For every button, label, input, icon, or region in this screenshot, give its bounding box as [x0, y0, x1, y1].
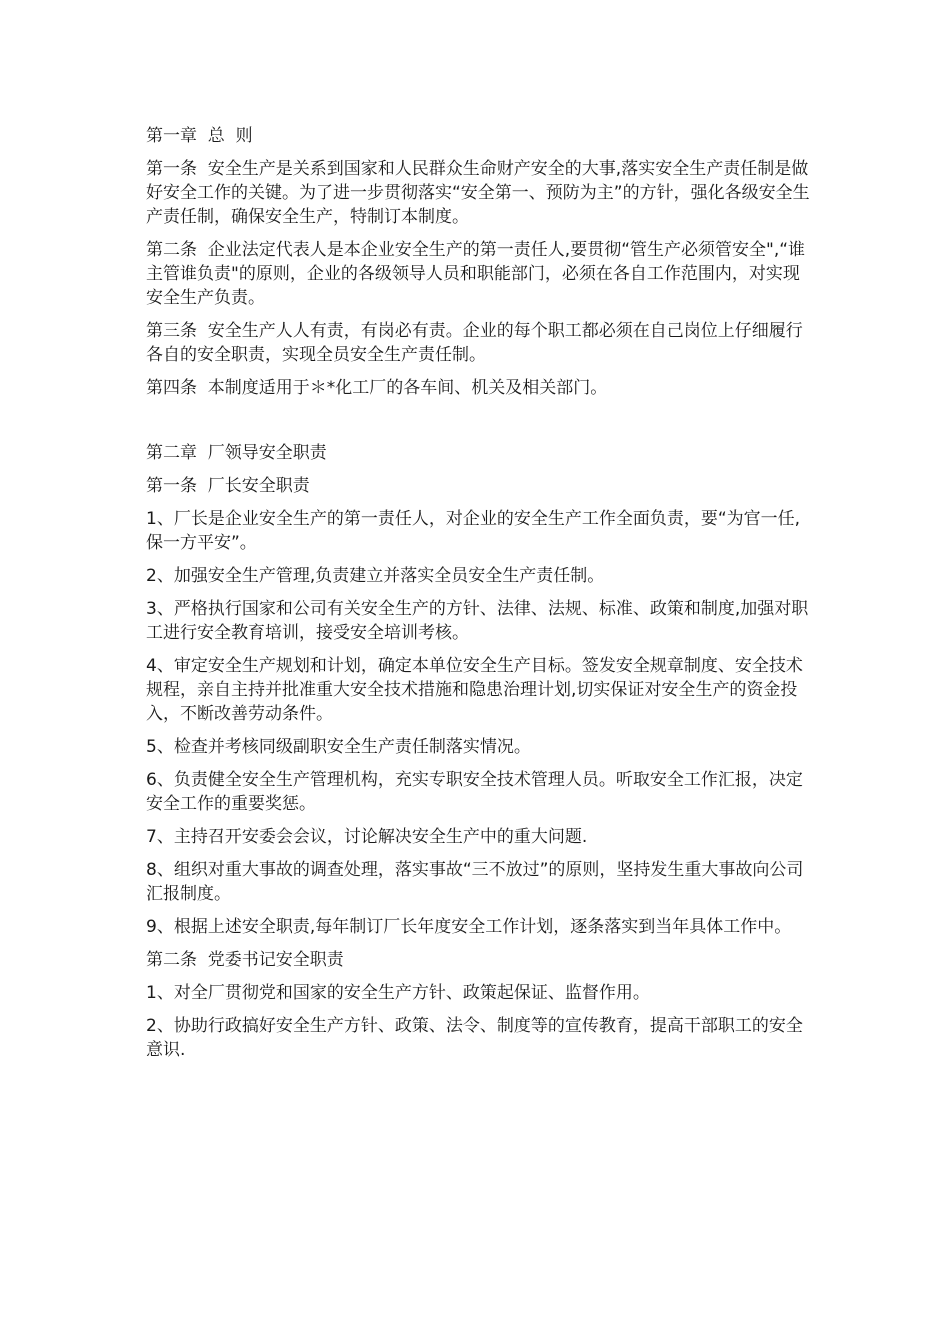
- chapter-2-section-2-title: 第二条 党委书记安全职责: [146, 950, 344, 970]
- list-item: 1、厂长是企业安全生产的第一责任人，对企业的安全生产工作全面负责，要“为官一任,保一方平安”。: [146, 509, 801, 553]
- chapter-1-title: 第一章 总 则: [146, 126, 253, 146]
- chapter-1-article-2: 第二条 企业法定代表人是本企业安全生产的第一责任人,要贯彻“管生产必须管安全",“谁主管谁负责"的原则，企业的各级领导人员和职能部门，必须在各自工作范围内，对实现安全生产负责。: [146, 240, 806, 308]
- list-item: 2、加强安全生产管理,负责建立并落实全员安全生产责任制。: [146, 566, 605, 586]
- list-item: 4、审定安全生产规划和计划，确定本单位安全生产目标。签发安全规章制度、安全技术规程，亲自主持并批准重大安全技术措施和隐患治理计划,切实保证对安全生产的资金投入，不断改善劳动条件。: [146, 656, 803, 724]
- list-item: 1、对全厂贯彻党和国家的安全生产方针、政策起保证、监督作用。: [146, 983, 650, 1003]
- document-page: [146, 124, 814, 1071]
- list-item: 2、协助行政搞好安全生产方针、政策、法令、制度等的宣传教育，提高干部职工的安全意识.: [146, 1016, 803, 1060]
- list-item: 5、检查并考核同级副职安全生产责任制落实情况。: [146, 737, 531, 757]
- list-item: 8、组织对重大事故的调查处理，落实事故“三不放过”的原则，坚持发生重大事故向公司汇报制度。: [146, 860, 804, 904]
- chapter-1-article-4: 第四条 本制度适用于＊*化工厂的各车间、机关及相关部门。: [146, 378, 608, 398]
- chapter-1-article-1: 第一条 安全生产是关系到国家和人民群众生命财产安全的大事,落实安全生产责任制是做好安全工作的关键。为了进一步贯彻落实“安全第一、预防为主”的方针，强化各级安全生产责任制，确保安全生产，特制订本制度。: [146, 159, 810, 227]
- list-item: 9、根据上述安全职责,每年制订厂长年度安全工作计划，逐条落实到当年具体工作中。: [146, 917, 792, 937]
- list-item: 6、负责健全安全生产管理机构，充实专职安全技术管理人员。听取安全工作汇报，决定安全工作的重要奖惩。: [146, 770, 803, 814]
- chapter-2-section-1-title: 第一条 厂长安全职责: [146, 476, 310, 496]
- chapter-2-title: 第二章 厂领导安全职责: [146, 443, 327, 463]
- list-item: 3、严格执行国家和公司有关安全生产的方针、法律、法规、标准、政策和制度,加强对职工进行安全教育培训，接受安全培训考核。: [146, 599, 809, 643]
- list-item: 7、主持召开安委会会议，讨论解决安全生产中的重大问题.: [146, 827, 588, 847]
- chapter-1-article-3: 第三条 安全生产人人有责，有岗必有责。企业的每个职工都必须在自己岗位上仔细履行各自的安全职责，实现全员安全生产责任制。: [146, 321, 803, 365]
- section-gap: [146, 409, 814, 441]
